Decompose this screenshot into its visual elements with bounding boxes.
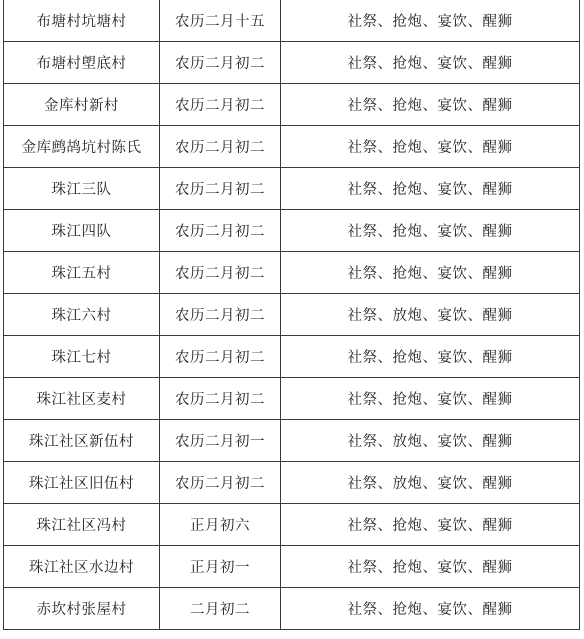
activities-cell: 社祭、抢炮、宴饮、醒狮 [281,588,580,630]
village-cell: 珠江社区旧伍村 [4,462,160,504]
activities-cell: 社祭、抢炮、宴饮、醒狮 [281,168,580,210]
activities-cell: 社祭、抢炮、宴饮、醒狮 [281,378,580,420]
village-cell: 珠江社区水边村 [4,546,160,588]
date-cell: 农历二月初一 [160,420,281,462]
table-row [4,294,580,336]
table-row [4,84,580,126]
village-cell: 赤坎村张屋村 [4,588,160,630]
table-row [4,168,580,210]
date-cell: 正月初一 [160,546,281,588]
village-cell: 珠江社区新伍村 [4,420,160,462]
village-festival-table [3,0,580,630]
activities-cell: 社祭、抢炮、宴饮、醒狮 [281,336,580,378]
village-cell: 珠江七村 [4,336,160,378]
date-cell: 农历二月初二 [160,462,281,504]
date-cell: 农历二月初二 [160,210,281,252]
activities-cell: 社祭、抢炮、宴饮、醒狮 [281,126,580,168]
activities-cell: 社祭、抢炮、宴饮、醒狮 [281,546,580,588]
village-cell: 珠江五村 [4,252,160,294]
table-row [4,0,580,42]
date-cell: 农历二月初二 [160,126,281,168]
table-row [4,504,580,546]
activities-cell: 社祭、抢炮、宴饮、醒狮 [281,0,580,42]
date-cell: 农历二月初二 [160,336,281,378]
table-row [4,126,580,168]
date-cell: 二月初二 [160,588,281,630]
village-cell: 珠江三队 [4,168,160,210]
activities-cell: 社祭、抢炮、宴饮、醒狮 [281,210,580,252]
village-cell: 布塘村塱底村 [4,42,160,84]
date-cell: 农历二月初二 [160,42,281,84]
table-row [4,546,580,588]
date-cell: 农历二月初二 [160,378,281,420]
village-cell: 珠江社区麦村 [4,378,160,420]
date-cell: 农历二月初二 [160,252,281,294]
activities-cell: 社祭、抢炮、宴饮、醒狮 [281,252,580,294]
table-row [4,336,580,378]
village-cell: 珠江四队 [4,210,160,252]
date-cell: 农历二月初二 [160,84,281,126]
table-row [4,462,580,504]
table-row [4,420,580,462]
village-cell: 珠江社区冯村 [4,504,160,546]
table-row [4,42,580,84]
date-cell: 农历二月初二 [160,294,281,336]
activities-cell: 社祭、抢炮、宴饮、醒狮 [281,42,580,84]
activities-cell: 社祭、放炮、宴饮、醒狮 [281,420,580,462]
village-cell: 金库鹧鸪坑村陈氏 [4,126,160,168]
date-cell: 农历二月十五 [160,0,281,42]
table-row [4,252,580,294]
date-cell: 正月初六 [160,504,281,546]
village-cell: 珠江六村 [4,294,160,336]
village-cell: 布塘村坑塘村 [4,0,160,42]
activities-cell: 社祭、抢炮、宴饮、醒狮 [281,84,580,126]
activities-cell: 社祭、放炮、宴饮、醒狮 [281,462,580,504]
table-row [4,588,580,630]
table-row [4,378,580,420]
date-cell: 农历二月初二 [160,168,281,210]
table-row [4,210,580,252]
village-cell: 金库村新村 [4,84,160,126]
activities-cell: 社祭、抢炮、宴饮、醒狮 [281,504,580,546]
activities-cell: 社祭、放炮、宴饮、醒狮 [281,294,580,336]
